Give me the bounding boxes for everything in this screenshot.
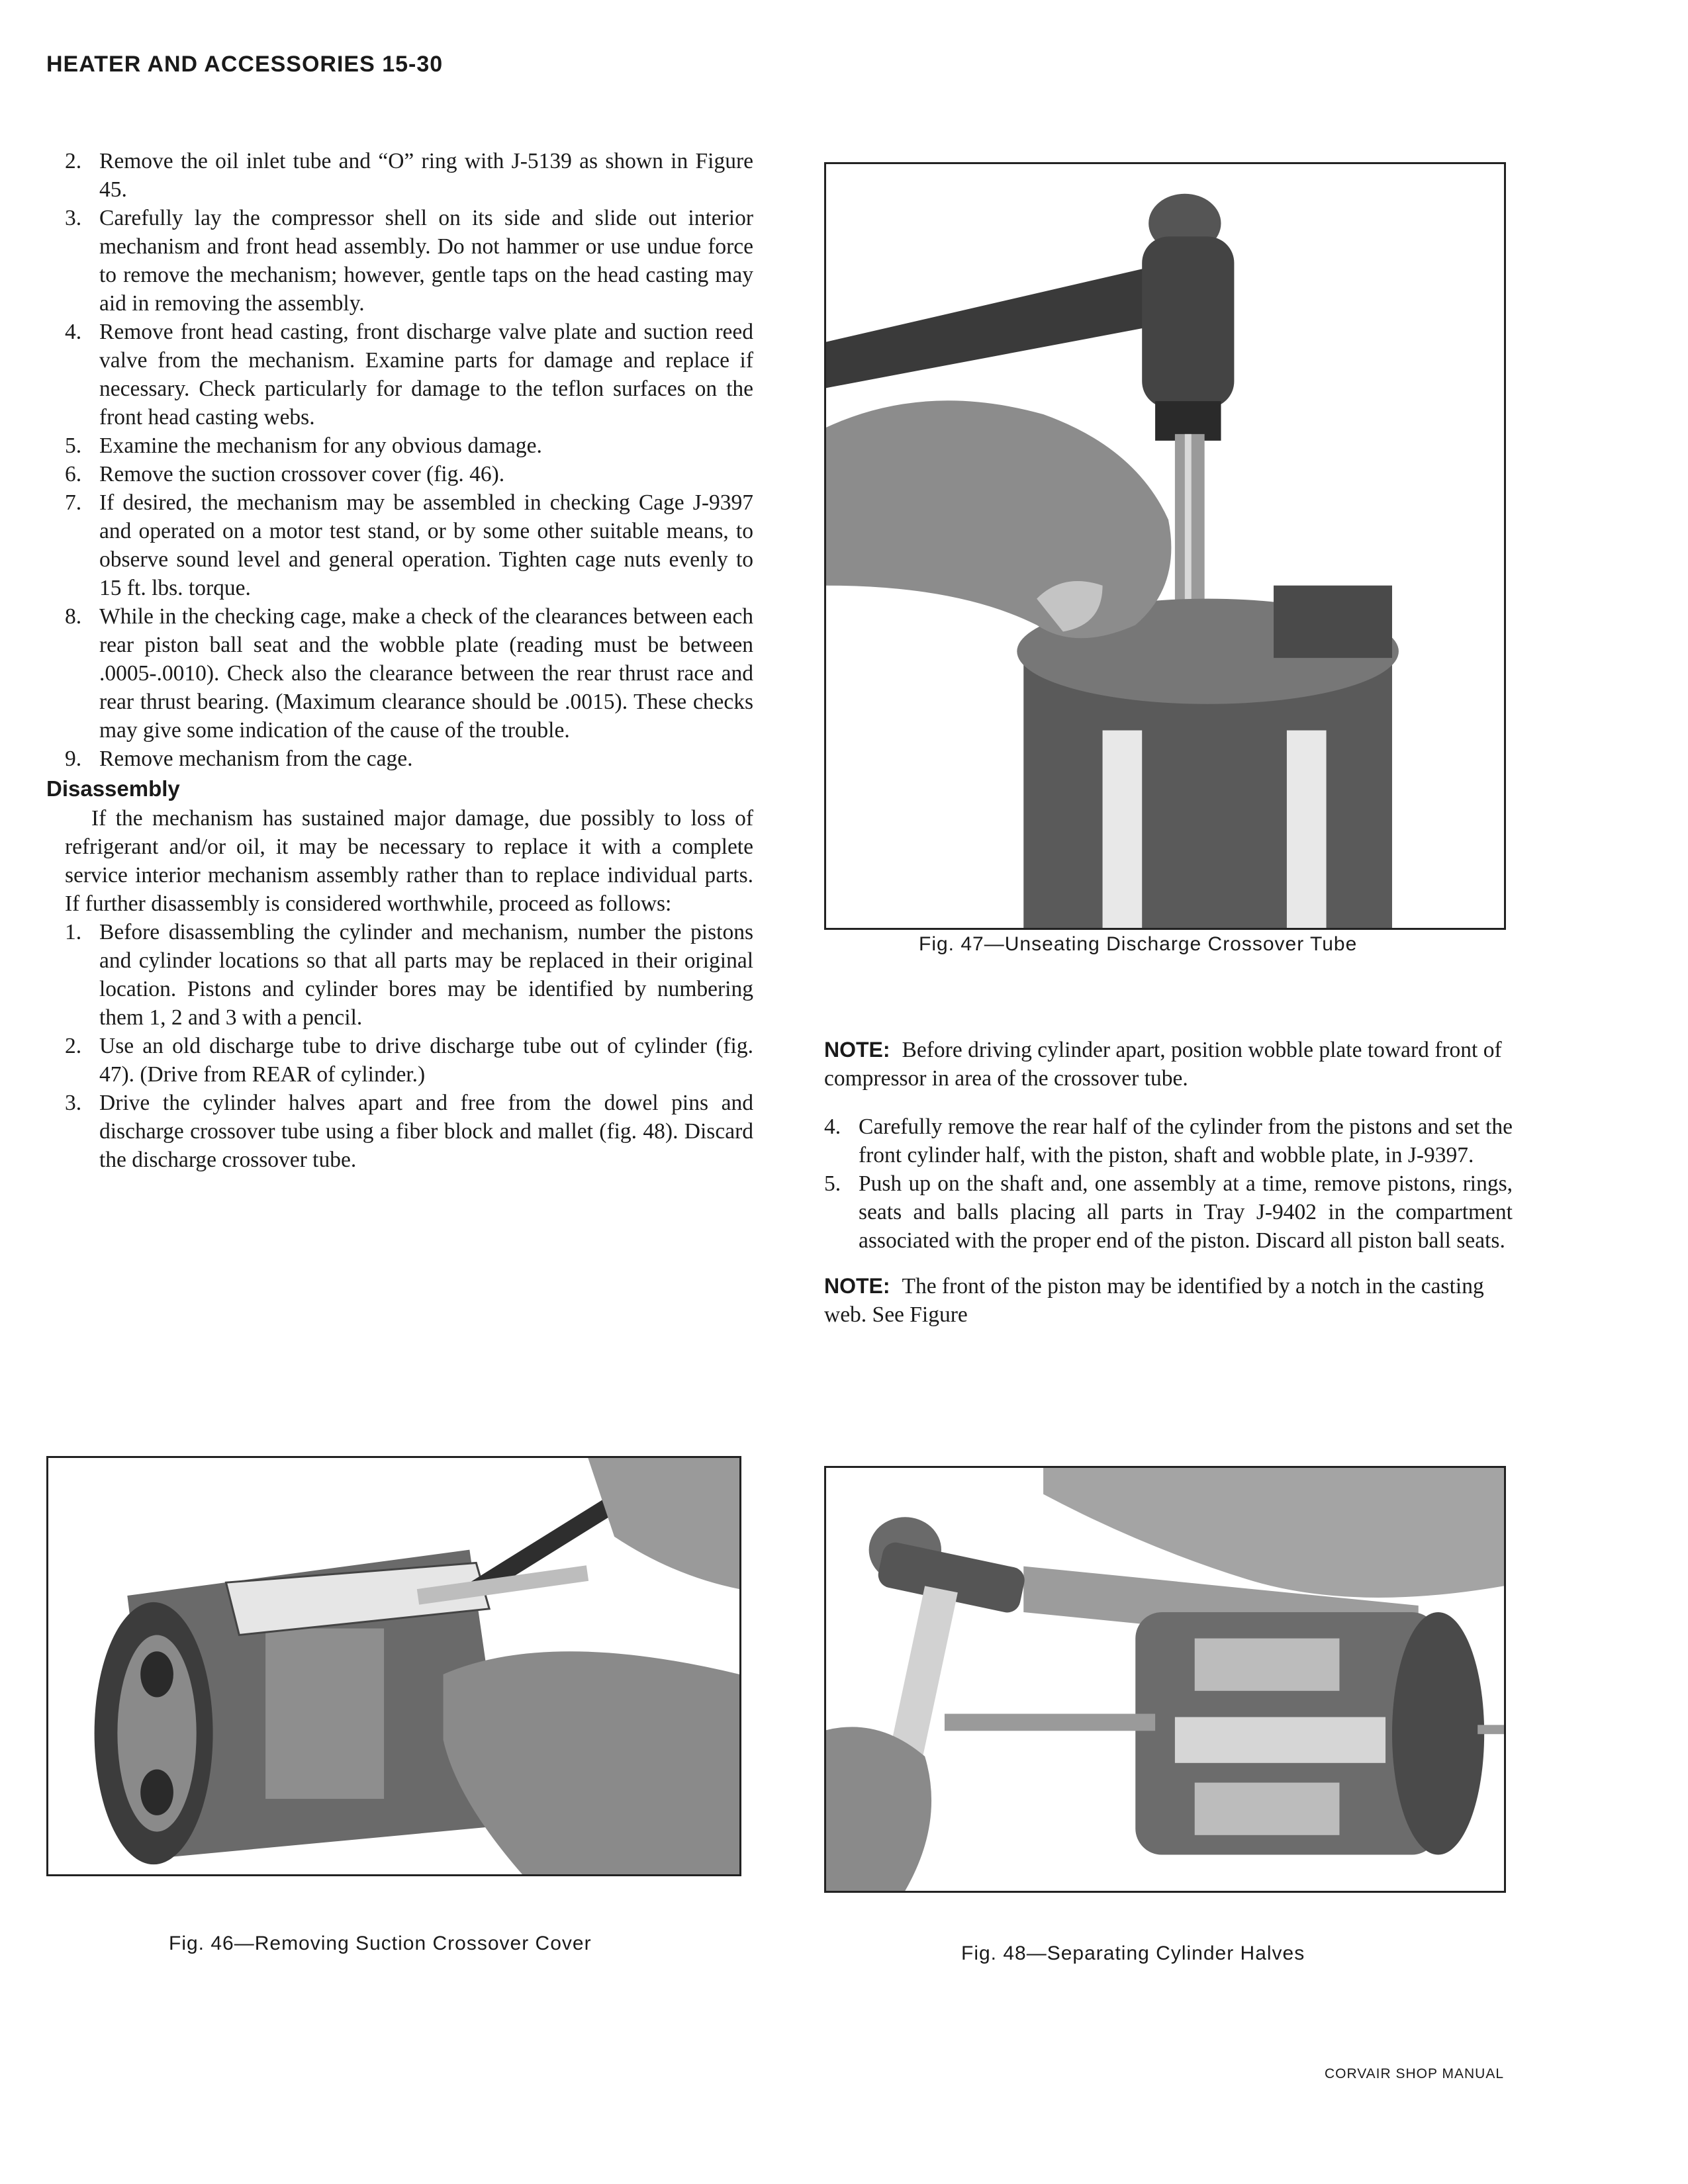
step-number: 2.: [65, 149, 82, 173]
step-text: If desired, the mechanism may be assembled in checking Cage J-9397 and operated on a motor test stand, or by some other suitable means, to observe sound level and general operation. Tighten cage nuts evenly to 15 ft. lbs. torque.: [99, 490, 753, 600]
step-text: Carefully remove the rear half of the cylinder from the pistons and set the front cylinder half, with the piston, shaft and wobble plate, in J-9397.: [859, 1115, 1513, 1167]
step-number: 9.: [65, 747, 82, 771]
steps-list-right: [824, 1113, 1513, 1255]
note-text: The front of the piston may be identified by a notch in the casting web. See Figure: [824, 1274, 1484, 1327]
note-label: NOTE:: [824, 1038, 890, 1062]
step-number: 4.: [65, 320, 82, 344]
numbered-step: [65, 147, 753, 204]
step-text: Remove the suction crossover cover (fig. 46).: [99, 462, 505, 486]
numbered-step: [65, 204, 753, 318]
step-number: 2.: [65, 1034, 82, 1058]
figure-48-caption: Fig. 48—Separating Cylinder Halves: [961, 1942, 1305, 1964]
step-text: While in the checking cage, make a check of the clearances between each rear piston ball seat and the wobble plate (reading must be between .0005-.0010). Check also the clearance between the rear thrust race and rear thrust bearing. (Maximum clearance should be .0015). These checks may give some indication of the cause of the trouble.: [99, 604, 753, 743]
step-text: Use an old discharge tube to drive discharge tube out of cylinder (fig. 47). (Drive from REAR of cylinder.): [99, 1034, 753, 1087]
page-header: HEATER AND ACCESSORIES 15-30: [46, 52, 444, 77]
numbered-step: [65, 1089, 753, 1174]
numbered-step: [824, 1169, 1513, 1255]
step-number: 4.: [824, 1115, 841, 1139]
note-label: NOTE:: [824, 1274, 890, 1298]
step-number: 3.: [65, 1091, 82, 1115]
step-text: Carefully lay the compressor shell on its side and slide out interior mechanism and front head assembly. Do not hammer or use undue force to remove the mechanism; however, gentle taps on the head casting may aid in removing the assembly.: [99, 206, 753, 316]
note-piston-front: [824, 1272, 1513, 1329]
hammer-drift-illustration: [826, 164, 1504, 928]
step-text: Examine the mechanism for any obvious damage.: [99, 433, 542, 458]
disassembly-intro: If the mechanism has sustained major damage, due possibly to loss of refrigerant and/or oil, it may be necessary to replace it with a complete service interior mechanism assembly rather than to replace individual parts. If further disassembly is considered worthwhile, proceed as follows:: [65, 806, 753, 916]
step-text: Remove mechanism from the cage.: [99, 747, 413, 771]
step-number: 6.: [65, 462, 82, 486]
step-number: 5.: [65, 433, 82, 458]
step-number: 8.: [65, 604, 82, 629]
numbered-step: [65, 745, 753, 773]
numbered-step: [824, 1113, 1513, 1169]
steps-list-a: [65, 147, 753, 773]
figure-46-photo: [46, 1456, 741, 1876]
separating-cylinder-illustration: [826, 1468, 1504, 1891]
left-column: [46, 147, 753, 1174]
numbered-step: [65, 1032, 753, 1089]
page-footer: CORVAIR SHOP MANUAL: [1324, 2066, 1504, 2081]
figure-47-photo: [824, 162, 1506, 930]
note-wobble-plate: [824, 1036, 1513, 1093]
numbered-step: [65, 488, 753, 602]
section-heading-disassembly: Disassembly: [46, 776, 180, 801]
suction-cover-illustration: [48, 1458, 739, 1874]
step-number: 7.: [65, 490, 82, 515]
numbered-step: [65, 318, 753, 432]
numbered-step: [65, 918, 753, 1032]
numbered-step: [65, 432, 753, 460]
figure-47-caption: Fig. 47—Unseating Discharge Crossover Tube: [919, 933, 1358, 955]
figure-46-caption: Fig. 46—Removing Suction Crossover Cover: [169, 1933, 592, 1954]
step-text: Before disassembling the cylinder and mechanism, number the pistons and cylinder locations so that all parts may be replaced in their original location. Pistons and cylinder bores may be identified by numbering them 1, 2 and 3 with a pencil.: [99, 920, 753, 1030]
numbered-step: [65, 460, 753, 488]
step-number: 3.: [65, 206, 82, 230]
numbered-step: [65, 602, 753, 745]
step-number: 1.: [65, 920, 82, 944]
steps-list-b: [65, 918, 753, 1174]
step-number: 5.: [824, 1171, 841, 1196]
step-text: Push up on the shaft and, one assembly at a time, remove pistons, rings, seats and balls placing all parts in Tray J-9402 in the compartment associated with the proper end of the piston. Discard all piston ball seats.: [859, 1171, 1513, 1253]
note-text: Before driving cylinder apart, position wobble plate toward front of compressor in area of the crossover tube.: [824, 1038, 1502, 1091]
step-text: Drive the cylinder halves apart and free from the dowel pins and discharge crossover tube using a fiber block and mallet (fig. 48). Discard the discharge crossover tube.: [99, 1091, 753, 1172]
figure-48-photo: [824, 1466, 1506, 1893]
step-text: Remove front head casting, front discharge valve plate and suction reed valve from the mechanism. Examine parts for damage and replace if necessary. Check particularly for damage to the teflon surfaces on the front head casting webs.: [99, 320, 753, 430]
step-text: Remove the oil inlet tube and “O” ring with J-5139 as shown in Figure 45.: [99, 149, 753, 202]
right-column: [824, 1036, 1513, 1349]
